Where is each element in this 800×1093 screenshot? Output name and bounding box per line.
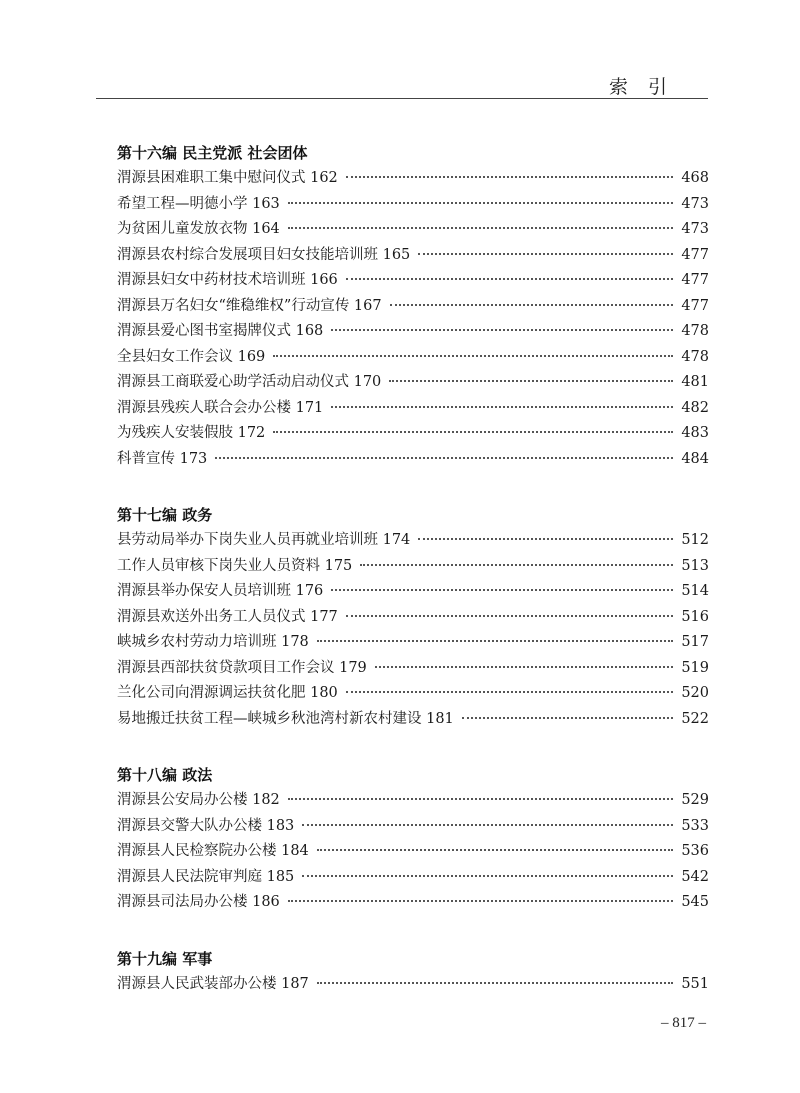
index-content bbox=[117, 140, 709, 1027]
page-number: – 817 – bbox=[661, 1015, 706, 1031]
entry-page-number: 519 bbox=[681, 659, 709, 676]
entry-page-number: 483 bbox=[681, 425, 709, 441]
entry-title: 渭源县农村综合发展项目妇女技能培训班 165 bbox=[117, 246, 411, 263]
index-entry bbox=[117, 707, 709, 733]
entry-page-number: 477 bbox=[681, 297, 709, 314]
index-section bbox=[117, 140, 709, 472]
dot-leader bbox=[375, 666, 674, 668]
index-entry bbox=[117, 681, 709, 707]
dot-leader bbox=[302, 875, 673, 877]
entry-page-number: 520 bbox=[681, 685, 709, 701]
dot-leader bbox=[346, 615, 674, 617]
index-entry bbox=[117, 268, 709, 294]
entry-page-number: 481 bbox=[681, 374, 709, 390]
entry-title: 渭源县西部扶贫贷款项目工作会议 179 bbox=[117, 659, 367, 676]
entry-page-number: 536 bbox=[681, 843, 709, 859]
entry-title: 渭源县工商联爱心助学活动启动仪式 170 bbox=[117, 374, 382, 390]
entry-page-number: 513 bbox=[681, 557, 709, 574]
index-entry bbox=[117, 243, 709, 269]
index-entry bbox=[117, 370, 709, 396]
dot-leader bbox=[288, 798, 674, 800]
index-entry bbox=[117, 972, 709, 998]
entry-page-number: 542 bbox=[681, 868, 709, 885]
entry-page-number: 484 bbox=[681, 450, 709, 467]
index-entry bbox=[117, 421, 709, 447]
entry-title: 渭源县交警大队办公楼 183 bbox=[117, 817, 295, 834]
index-section bbox=[117, 946, 709, 998]
section-title: 第十六编 民主党派 社会团体 bbox=[117, 144, 308, 162]
entry-page-number: 516 bbox=[681, 608, 709, 625]
index-entry bbox=[117, 579, 709, 605]
dot-leader bbox=[462, 717, 674, 719]
dot-leader bbox=[346, 176, 674, 178]
dot-leader bbox=[215, 457, 673, 459]
entry-title: 渭源县人民检察院办公楼 184 bbox=[117, 843, 309, 859]
dot-leader bbox=[317, 849, 674, 851]
section-title: 第十九编 军事 bbox=[117, 949, 213, 968]
entry-page-number: 482 bbox=[681, 399, 709, 416]
dot-leader bbox=[317, 982, 674, 984]
dot-leader bbox=[273, 431, 673, 433]
entry-page-number: 533 bbox=[681, 817, 709, 834]
index-entry bbox=[117, 528, 709, 554]
index-section bbox=[117, 762, 709, 916]
entry-page-number: 529 bbox=[681, 792, 709, 808]
entry-page-number: 551 bbox=[681, 975, 709, 992]
index-entry bbox=[117, 554, 709, 580]
entry-title: 为残疾人安装假肢 172 bbox=[117, 425, 266, 441]
index-entry bbox=[117, 839, 709, 865]
entry-page-number: 468 bbox=[681, 170, 709, 186]
index-entry bbox=[117, 192, 709, 218]
entry-page-number: 477 bbox=[681, 272, 709, 288]
index-entry bbox=[117, 217, 709, 243]
index-entry bbox=[117, 319, 709, 345]
index-entry bbox=[117, 447, 709, 473]
entry-page-number: 473 bbox=[681, 221, 709, 237]
entry-title: 全县妇女工作会议 169 bbox=[117, 348, 266, 365]
entry-title: 渭源县残疾人联合会办公楼 171 bbox=[117, 399, 324, 416]
dot-leader bbox=[418, 538, 673, 540]
index-entry bbox=[117, 656, 709, 682]
entry-title: 工作人员审核下岗失业人员资料 175 bbox=[117, 557, 353, 574]
entry-title: 兰化公司向渭源调运扶贫化肥 180 bbox=[117, 685, 338, 701]
entry-page-number: 473 bbox=[681, 195, 709, 212]
entry-title: 渭源县万名妇女“维稳维权”行动宣传 167 bbox=[117, 297, 382, 314]
entry-page-number: 477 bbox=[681, 246, 709, 263]
index-entry bbox=[117, 890, 709, 916]
entry-title: 科普宣传 173 bbox=[117, 450, 208, 467]
entry-page-number: 478 bbox=[681, 323, 709, 339]
index-entry bbox=[117, 865, 709, 891]
dot-leader bbox=[418, 253, 673, 255]
index-entry bbox=[117, 605, 709, 631]
entry-page-number: 512 bbox=[681, 532, 709, 548]
entry-title: 渭源县公安局办公楼 182 bbox=[117, 792, 280, 808]
entry-page-number: 514 bbox=[681, 583, 709, 599]
entry-page-number: 522 bbox=[681, 710, 709, 727]
entry-title: 希望工程—明德小学 163 bbox=[117, 195, 280, 212]
dot-leader bbox=[390, 304, 674, 306]
entry-title: 为贫困儿童发放衣物 164 bbox=[117, 221, 280, 237]
dot-leader bbox=[288, 202, 674, 204]
entry-page-number: 478 bbox=[681, 348, 709, 365]
dot-leader bbox=[360, 564, 673, 566]
dot-leader bbox=[346, 278, 674, 280]
dot-leader bbox=[288, 227, 674, 229]
index-entry bbox=[117, 788, 709, 814]
dot-leader bbox=[331, 406, 673, 408]
dot-leader bbox=[331, 329, 673, 331]
entry-title: 渭源县司法局办公楼 186 bbox=[117, 894, 280, 910]
entry-title: 渭源县人民法院审判庭 185 bbox=[117, 868, 295, 885]
index-entry bbox=[117, 630, 709, 656]
dot-leader bbox=[288, 900, 674, 902]
index-entry bbox=[117, 294, 709, 320]
entry-title: 渭源县妇女中药材技术培训班 166 bbox=[117, 272, 338, 288]
index-entry bbox=[117, 166, 709, 192]
dot-leader bbox=[346, 691, 674, 693]
dot-leader bbox=[302, 824, 673, 826]
dot-leader bbox=[389, 380, 673, 382]
index-entry bbox=[117, 345, 709, 371]
index-entry bbox=[117, 814, 709, 840]
dot-leader bbox=[273, 355, 673, 357]
section-title: 第十八编 政法 bbox=[117, 766, 213, 784]
section-title: 第十七编 政务 bbox=[117, 506, 213, 524]
dot-leader bbox=[317, 640, 674, 642]
header-rule bbox=[96, 98, 708, 99]
entry-title: 易地搬迁扶贫工程—峡城乡秋池湾村新农村建设 181 bbox=[117, 710, 454, 727]
running-header-title: 索引 bbox=[608, 76, 687, 98]
entry-title: 渭源县欢送外出务工人员仪式 177 bbox=[117, 608, 338, 625]
entry-title: 渭源县人民武装部办公楼 187 bbox=[117, 975, 309, 992]
index-entry bbox=[117, 396, 709, 422]
entry-page-number: 517 bbox=[681, 634, 709, 650]
entry-title: 渭源县举办保安人员培训班 176 bbox=[117, 583, 324, 599]
entry-title: 县劳动局举办下岗失业人员再就业培训班 174 bbox=[117, 532, 411, 548]
index-section bbox=[117, 502, 709, 732]
entry-title: 渭源县爱心图书室揭牌仪式 168 bbox=[117, 323, 324, 339]
entry-title: 渭源县困难职工集中慰问仪式 162 bbox=[117, 170, 338, 186]
entry-page-number: 545 bbox=[681, 894, 709, 910]
dot-leader bbox=[331, 589, 673, 591]
entry-title: 峡城乡农村劳动力培训班 178 bbox=[117, 634, 309, 650]
